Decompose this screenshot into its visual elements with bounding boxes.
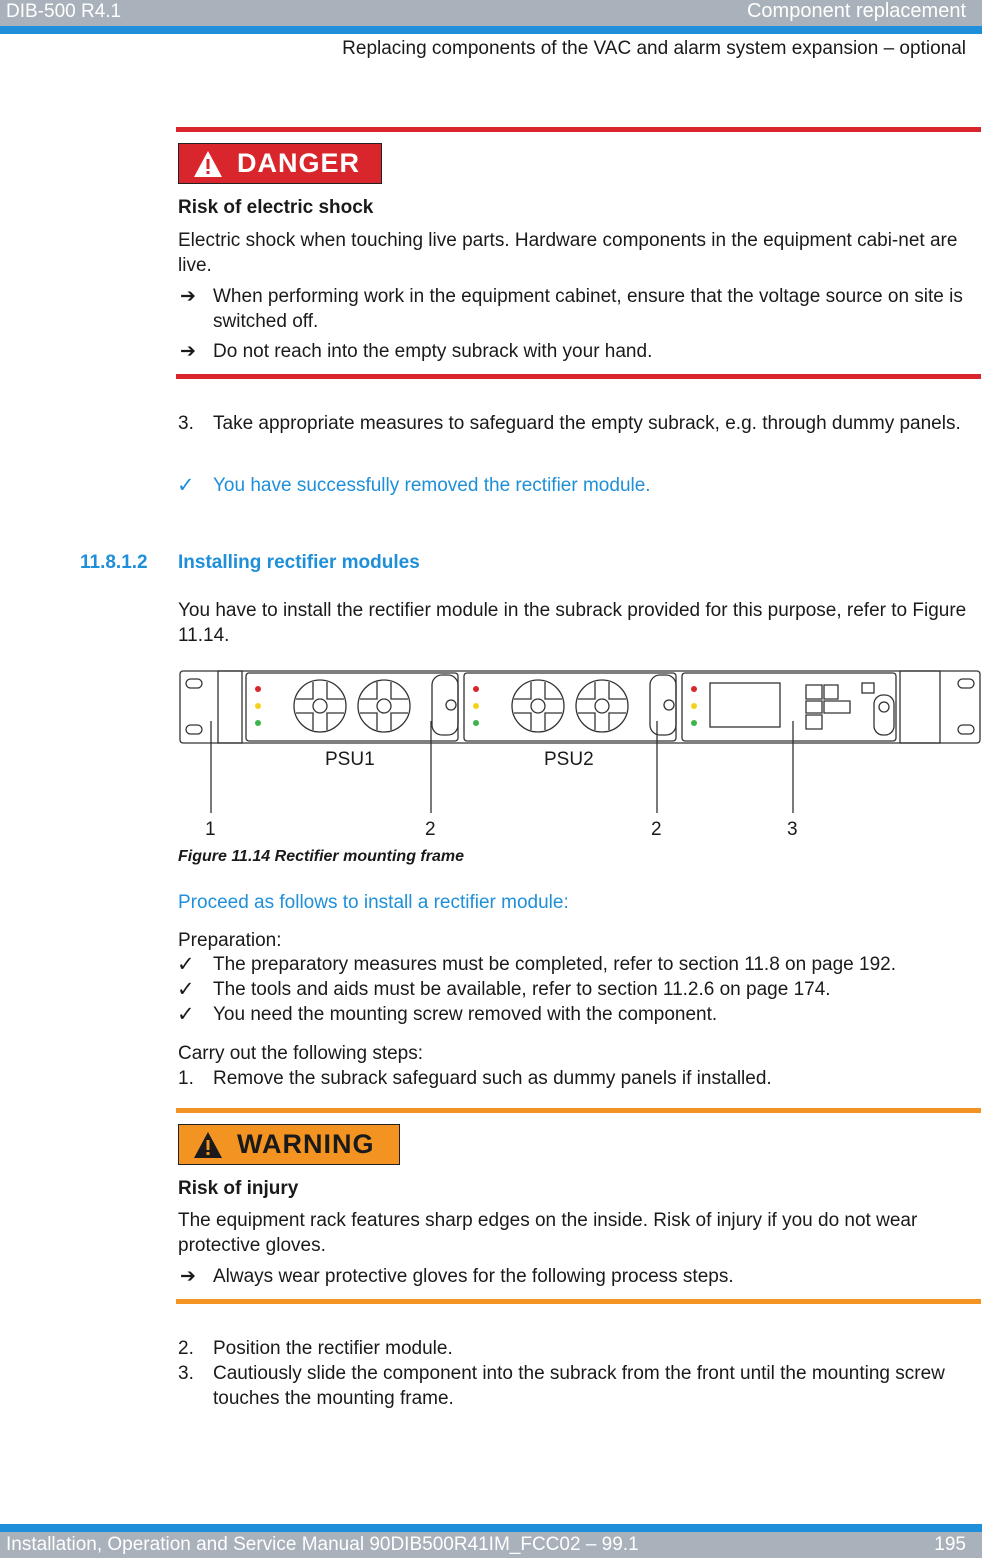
callout-3: 3 <box>787 819 798 840</box>
danger-text: Electric shock when touching live parts. Hardware components in the equipment cabi-net are live. <box>178 230 958 276</box>
rectifier-mounting-frame-figure <box>178 665 982 845</box>
callout-2: 2 <box>651 819 662 840</box>
warning-title: Risk of injury <box>178 1178 299 1199</box>
danger-title: Risk of electric shock <box>178 197 374 218</box>
step-text: Cautiously slide the component into the subrack from the front until the mounting screw touches the mounting frame. <box>213 1363 945 1409</box>
danger-action: When performing work in the equipment cabinet, ensure that the voltage source on site is switched off. <box>213 286 963 332</box>
check-icon: ✓ <box>177 978 195 1001</box>
page-number: 195 <box>934 1534 966 1555</box>
section-number: 11.8.1.2 <box>80 552 148 573</box>
footer-accent-stripe <box>0 1524 982 1532</box>
section-subtitle: Replacing components of the VAC and alarm system expansion – optional <box>342 38 966 59</box>
section-intro: You have to install the rectifier module in the subrack provided for this purpose, refer to Figure 11.14. <box>178 600 967 646</box>
warning-bottom-rule <box>176 1299 981 1304</box>
preparation-label: Preparation: <box>178 930 282 951</box>
psu2-label: PSU2 <box>544 749 594 770</box>
rectifier-frame-drawing <box>178 665 982 845</box>
callout-2: 2 <box>425 819 436 840</box>
warning-text: The equipment rack features sharp edges on the inside. Risk of injury if you do not wear protective gloves. <box>178 1210 918 1256</box>
step-number: 3. <box>178 1363 194 1384</box>
step-text: Remove the subrack safeguard such as dummy panels if installed. <box>213 1068 772 1089</box>
danger-top-rule <box>176 127 981 132</box>
warning-triangle-icon <box>193 1131 223 1159</box>
preparation-item: You need the mounting screw removed with the component. <box>213 1004 718 1025</box>
arrow-icon: ➔ <box>180 341 196 362</box>
header-accent-stripe <box>0 26 982 34</box>
psu1-label: PSU1 <box>325 749 375 770</box>
warning-action: Always wear protective gloves for the following process steps. <box>213 1266 734 1287</box>
step-text: Take appropriate measures to safeguard the empty subrack, e.g. through dummy panels. <box>213 413 961 434</box>
danger-badge <box>178 143 382 184</box>
chapter-title: Component replacement <box>746 0 966 22</box>
document-id: DIB-500 R4.1 <box>6 1 122 22</box>
check-icon: ✓ <box>177 1003 195 1026</box>
steps-label: Carry out the following steps: <box>178 1043 424 1064</box>
danger-badge-label: DANGER <box>237 148 361 178</box>
arrow-icon: ➔ <box>180 286 196 307</box>
warning-triangle-icon <box>193 150 223 178</box>
procedure-heading: Proceed as follows to install a rectifier module: <box>178 892 569 913</box>
check-icon: ✓ <box>177 474 195 497</box>
arrow-icon: ➔ <box>180 1266 196 1287</box>
preparation-item: The preparatory measures must be completed, refer to section 11.8 on page 192. <box>213 954 896 975</box>
step-text: Position the rectifier module. <box>213 1338 453 1359</box>
callout-1: 1 <box>205 819 216 840</box>
step-number: 3. <box>178 413 194 434</box>
result-text: You have successfully removed the rectifier module. <box>213 475 651 496</box>
danger-action: Do not reach into the empty subrack with your hand. <box>213 341 653 362</box>
step-number: 2. <box>178 1338 194 1359</box>
check-icon: ✓ <box>177 953 195 976</box>
step-number: 1. <box>178 1068 194 1089</box>
manual-id: Installation, Operation and Service Manual 90DIB500R41IM_FCC02 – 99.1 <box>6 1534 639 1555</box>
section-title: Installing rectifier modules <box>178 552 420 573</box>
danger-bottom-rule <box>176 374 981 379</box>
warning-badge-label: WARNING <box>237 1129 375 1159</box>
preparation-item: The tools and aids must be available, refer to section 11.2.6 on page 174. <box>213 979 831 1000</box>
warning-top-rule <box>176 1108 981 1113</box>
figure-caption: Figure 11.14 Rectifier mounting frame <box>178 848 464 865</box>
warning-badge <box>178 1124 400 1165</box>
